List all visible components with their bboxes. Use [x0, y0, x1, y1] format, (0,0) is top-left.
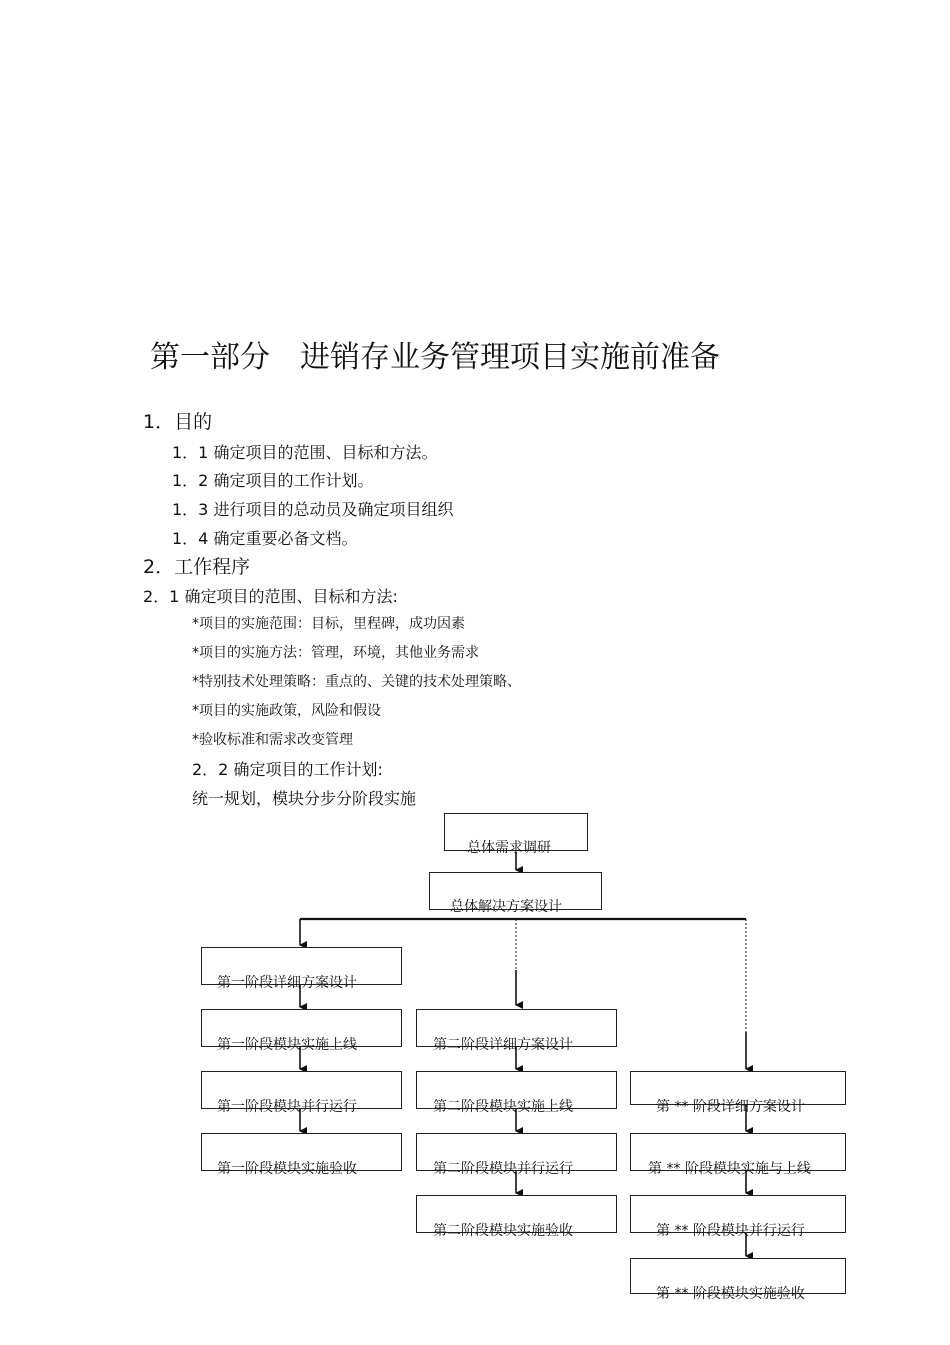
section-1-item: 1．2 确定项目的工作计划。	[172, 471, 374, 490]
section-2-sub2: 2．2 确定项目的工作计划:	[192, 760, 383, 779]
flow-box-label: 第一阶段模块实施验收	[217, 1161, 357, 1177]
bullet-item: *项目的实施范围：目标，里程碑，成功因素	[192, 616, 465, 632]
flow-box-label: 第一阶段模块并行运行	[217, 1099, 357, 1115]
flow-box-label: 第二阶段模块实施上线	[433, 1099, 573, 1115]
section-1-item: 1．3 进行项目的总动员及确定项目组织	[172, 500, 454, 519]
section-1-heading: 1．目的	[143, 411, 213, 433]
flow-box-label: 总体需求调研	[467, 840, 551, 856]
section-2-sub1: 2．1 确定项目的范围、目标和方法:	[143, 587, 398, 606]
flow-box-label: 第 ** 阶段模块实施验收	[656, 1286, 805, 1302]
flow-box-label: 第 ** 阶段模块并行运行	[656, 1223, 805, 1239]
flow-box-label: 第 ** 阶段详细方案设计	[656, 1099, 805, 1115]
section-1-item: 1．1 确定项目的范围、目标和方法。	[172, 443, 438, 462]
flow-box-label: 第二阶段模块并行运行	[433, 1161, 573, 1177]
flow-box-label: 第二阶段详细方案设计	[433, 1037, 573, 1053]
flow-box-label: 第一阶段详细方案设计	[217, 975, 357, 991]
bullet-item: *特别技术处理策略：重点的、关键的技术处理策略、	[192, 674, 521, 690]
flow-box-label: 第一阶段模块实施上线	[217, 1037, 357, 1053]
section-1-item: 1．4 确定重要必备文档。	[172, 529, 358, 548]
bullet-item: *项目的实施方法：管理，环境，其他业务需求	[192, 645, 479, 661]
flow-box-label: 总体解决方案设计	[450, 899, 562, 915]
flow-box-label: 第 ** 阶段模块实施与上线	[648, 1161, 811, 1177]
flow-box-label: 第二阶段模块实施验收	[433, 1223, 573, 1239]
bullet-item: *项目的实施政策，风险和假设	[192, 703, 381, 719]
page-title: 第一部分 进销存业务管理项目实施前准备	[150, 340, 720, 375]
section-2-heading: 2．工作程序	[143, 556, 251, 578]
section-2-sub2-text: 统一规划，模块分步分阶段实施	[192, 789, 417, 808]
bullet-item: *验收标准和需求改变管理	[192, 732, 353, 748]
